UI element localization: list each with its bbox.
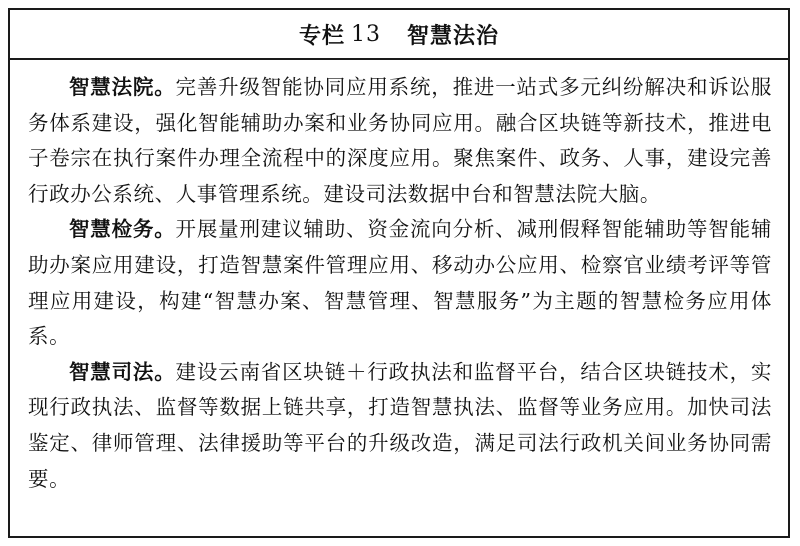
paragraph-heading: 智慧检务。 bbox=[69, 217, 176, 242]
paragraph-heading: 智慧法院。 bbox=[69, 75, 176, 99]
column-title-bar bbox=[10, 10, 788, 60]
paragraph-text: 建设云南省区块链＋行政执法和监督平台，结合区块链技术，实现行政执法、监督等数据上链共享，打造智慧执法、监督等业务应用。加快司法鉴定、律师管理、法律援助等平台的升级改造，满足司法行政机关间业务协同需要。 bbox=[28, 359, 772, 491]
column-label: 专栏 bbox=[298, 23, 345, 49]
paragraph-smart-court bbox=[28, 70, 772, 212]
column-number: 13 bbox=[351, 21, 381, 47]
column-title: 智慧法治 bbox=[407, 23, 500, 49]
paragraph-text: 开展量刑建议辅助、资金流向分析、减刑假释智能辅助等智能辅助办案应用建设，打造智慧案件管理应用、移动办公应用、检察官业绩考评等管理应用建设，构建“智慧办案、智慧管理、智慧服务”为主题的智慧检务应用体系。 bbox=[28, 217, 772, 349]
paragraph-smart-justice bbox=[28, 355, 772, 497]
column-box bbox=[8, 8, 790, 538]
paragraph-text: 完善升级智能协同应用系统，推进一站式多元纠纷解决和诉讼服务体系建设，强化智能辅助办案和业务协同应用。融合区块链等新技术，推进电子卷宗在执行案件办理全流程中的深度应用。聚焦案件、政务、人事，建设完善行政办公系统、人事管理系统。建设司法数据中台和智慧法院大脑。 bbox=[28, 75, 772, 206]
paragraph-smart-procuratorate bbox=[28, 212, 772, 354]
paragraph-heading: 智慧司法。 bbox=[69, 359, 176, 384]
column-content bbox=[10, 60, 788, 497]
